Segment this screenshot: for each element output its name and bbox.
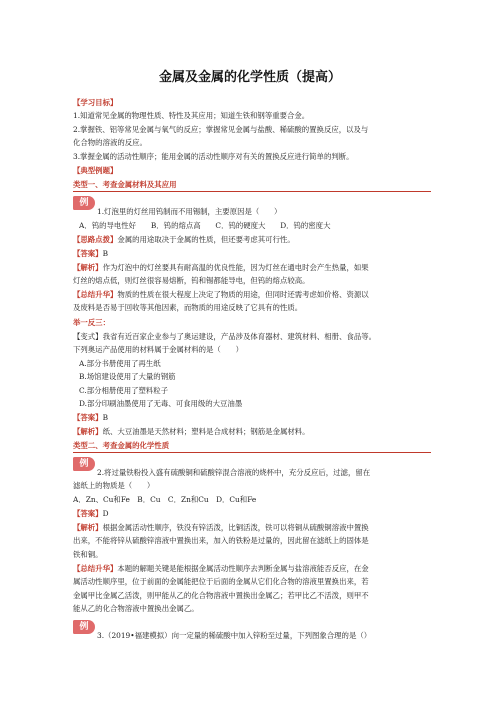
practice-answer: 【答案】B — [73, 413, 109, 422]
q1-explanation-2: 灯丝的熔点低，则灯丝很容易熔断，钨和锡都能导电，但钨的熔点较高。 — [73, 276, 310, 285]
practice-option-d: D.部分印刷油墨使用了无毒、可食用级的大豆油墨 — [79, 399, 243, 408]
q2-summary-2: 属活动性顺序里，位于前面的金属能把位于后面的金属从它们化合物的溶液里置换出来，若 — [73, 577, 369, 586]
q2-answer: 【答案】D — [73, 509, 109, 518]
goal-line-2a: 2.掌握铁、铝等常见金属与氧气的反应；掌握常见金属与盐酸、稀硫酸的置换反应，以及与 — [73, 125, 369, 134]
practice-option-a: A.部分书册使用了再生纸 — [79, 359, 161, 368]
goal-line-3: 3.掌握金属的活动性顺序；能用金属的活动性顺序对有关的置换反应进行简单的判断。 — [73, 152, 354, 161]
q2-explanation-2: 出来，不能将锌从硫酸锌溶液中置换出来，加入的铁粉是过量的，因此留在滤纸上的固体是 — [73, 536, 369, 545]
question-2-options: A．Zn、Cu和Fe B．Cu C．Zn和Cu D．Cu和Fe — [73, 495, 257, 504]
type1-title: 类型一、考查金属材料及其应用 — [73, 180, 177, 189]
question-1-options: A．钨的导电性好 B．钨的熔点高 C．钨的硬度大 D．钨的密度大 — [79, 221, 331, 230]
q1-answer: 【答案】B — [73, 249, 109, 258]
learning-goals-header: 【学习目标】 — [73, 98, 118, 107]
q1-tip: 【思路点拨】金属的用途取决于金属的性质，但还要考虑其可行性。 — [73, 235, 295, 244]
question-3: 3.（2019•福建模拟）向一定量的稀硫酸中加入锌粉至过量，下列图象合理的是（） — [97, 631, 372, 640]
q2-summary-4: 能从乙的化合物溶液中置换出金属乙。 — [73, 604, 199, 613]
example-badge-1: 例 — [73, 196, 95, 210]
goal-line-1: 1.知道常见金属的物理性质、特性及其应用；知道生铁和钢等重要合金。 — [73, 111, 310, 120]
q1-summary-2: 及废料是否易于回收等其他因素，而物质的用途反映了它具有的性质。 — [73, 303, 303, 312]
goal-line-2b: 化合物的溶液的反应。 — [73, 138, 147, 147]
practice-explanation: 【解析】纸、大豆油墨是天然材料；塑料是合成材料；钢筋是金属材料。 — [73, 427, 310, 436]
type2-title: 类型二、考查金属的化学性质 — [73, 441, 170, 450]
question-2-line-2: 滤纸上的物质是（ ） — [73, 481, 155, 490]
practice-option-b: B.场馆建设使用了大量的钢筋 — [79, 372, 176, 381]
example-badge-3: 例 — [73, 620, 95, 634]
q2-summary-3: 金属甲比金属乙活泼，则甲能从乙的化合物溶液中置换出金属乙；若甲比乙不活泼，则甲不 — [73, 591, 369, 600]
q2-explanation-3: 铁和铜。 — [73, 550, 103, 559]
practice-header: 举一反三： — [73, 318, 110, 327]
q2-summary-1: 【总结升华】本题的解题关键是能根据金属活动性顺序去判断金属与盐溶液能否反应，在金 — [73, 564, 369, 573]
examples-header: 【典型例题】 — [73, 166, 118, 175]
practice-question-1: 【变式】我省有近百家企业参与了奥运建设，产品涉及体育器材、建筑材料、相册、食品等。 — [73, 332, 377, 341]
type1-underline — [73, 191, 431, 192]
question-2-line-1: 2.将过量铁粉投入盛有硫酸铜和硫酸锌混合溶液的烧杯中，充分反应后，过滤，留在 — [97, 468, 371, 477]
q2-explanation-1: 【解析】根据金属活动性顺序，铁没有锌活泼，比铜活泼，铁可以将铜从硫酸铜溶液中置换 — [73, 523, 369, 532]
type2-underline — [73, 452, 431, 453]
page-title: 金属及金属的化学性质（提高） — [158, 70, 341, 85]
q1-explanation-1: 【解析】作为灯泡中的灯丝要具有耐高温的优良性能，因为灯丝在通电时会产生热量，如果 — [73, 263, 369, 272]
example-badge-2: 例 — [73, 457, 95, 471]
practice-option-c: C.部分相册使用了塑料粒子 — [79, 386, 169, 395]
question-1: 1.灯泡里的灯丝用钨制而不用锡制，主要原因是（ ） — [97, 207, 282, 216]
q1-summary-1: 【总结升华】物质的性质在很大程度上决定了物质的用途，但同时还需考虑如价格、资源以 — [73, 290, 369, 299]
practice-question-2: 下列奥运产品使用的材料属于金属材料的是（ ） — [73, 345, 243, 354]
